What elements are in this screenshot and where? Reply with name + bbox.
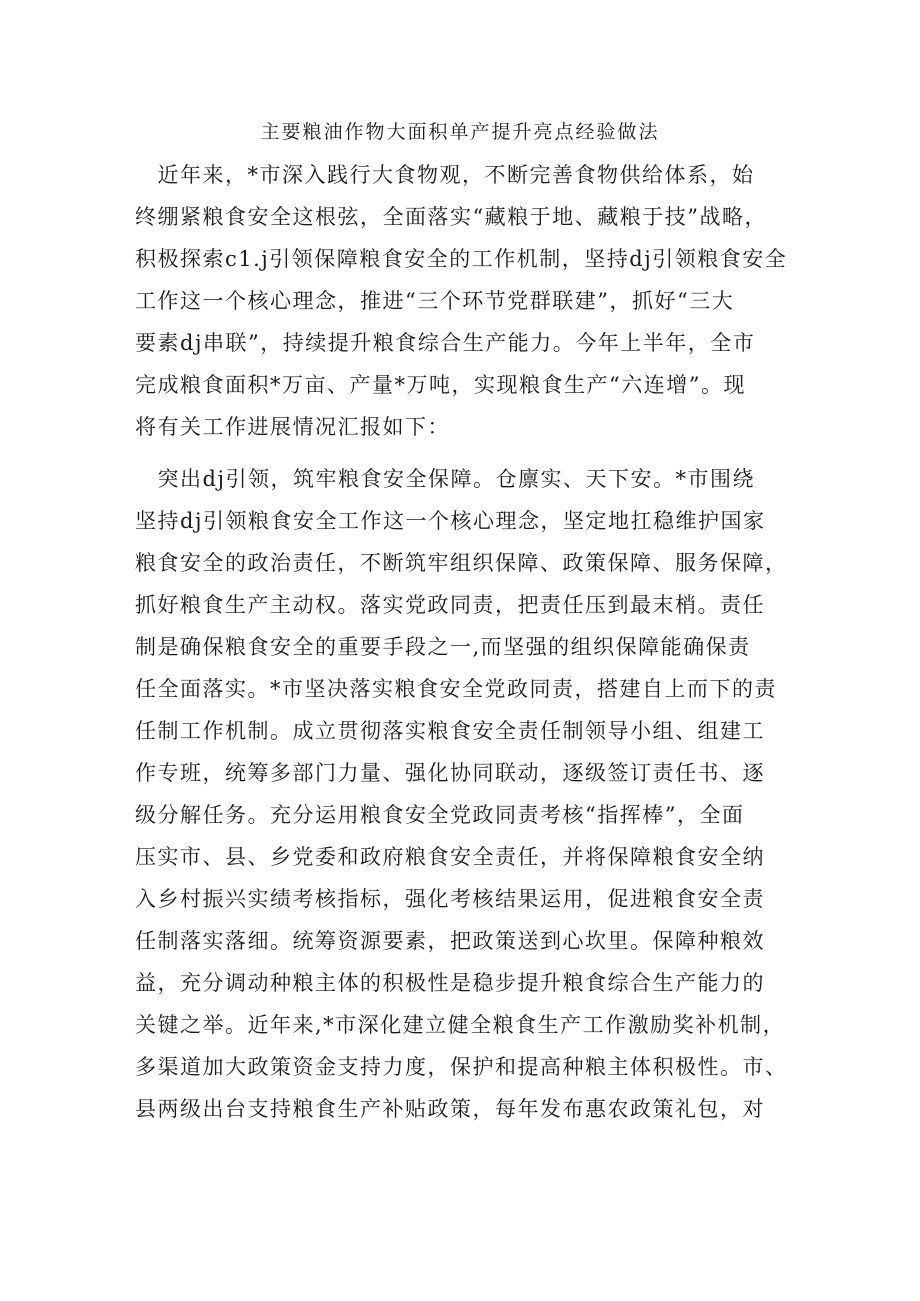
text-line: 县两级出台支持粮食生产补贴政策，每年发布惠农政策礼包，对: [135, 1097, 765, 1121]
text-line: 任制工作机制。成立贯彻落实粮食安全责任制领导小组、组建工: [135, 719, 765, 743]
text-line: 将有关工作进展情况汇报如下：: [135, 415, 450, 439]
text-line: 任制落实落细。统筹资源要素，把政策送到心坎里。保障种粮效: [135, 929, 765, 953]
text-line: 完成粮食面积*万亩、产量*万吨，实现粮食生产“六连增”。现: [135, 373, 746, 397]
text-line: 坚持dj引领粮食安全工作这一个核心理念，坚定地扛稳维护国家: [135, 509, 766, 533]
text-line: 入乡村振兴实绩考核指标，强化考核结果运用，促进粮食安全责: [135, 887, 765, 911]
text-line: 任全面落实。*市坚决落实粮食安全党政同责，搭建自上而下的责: [135, 677, 777, 701]
text-line: 近年来，*市深入践行大食物观，不断完善食物供给体系，始: [135, 163, 755, 187]
text-line: 要素dj串联”，持续提升粮食综合生产能力。今年上半年，全市: [135, 331, 756, 355]
text-line: 抓好粮食生产主动权。落实党政同责，把责任压到最末梢。责任: [135, 593, 765, 617]
text-line: 制是确保粮食安全的重要手段之一,而坚强的组织保障能确保责: [135, 635, 751, 659]
text-line: 工作这一个核心理念，推进“三个环节党群联建”，抓好“三大: [135, 289, 735, 313]
paragraph-body: [135, 458, 795, 1130]
text-line: 压实市、县、乡党委和政府粮食安全责任，并将保障粮食安全纳: [135, 845, 765, 869]
text-line: 多渠道加大政策资金支持力度，保护和提高种粮主体积极性。市、: [135, 1055, 788, 1079]
text-line: 积极探索c1.j引领保障粮食安全的工作机制，坚持dj引领粮食安全: [135, 247, 788, 271]
text-line: 级分解任务。充分运用粮食安全党政同责考核“指挥棒”，全面: [135, 803, 745, 827]
text-line: 关键之举。近年来,*市深化建立健全粮食生产工作激励奖补机制，: [135, 1013, 786, 1037]
text-line: 终绷紧粮食安全这根弦，全面落实“藏粮于地、藏粮于技”战略，: [135, 205, 767, 229]
paragraph-intro: [135, 154, 795, 448]
document-title: 主要粮油作物大面积单产提升亮点经验做法: [260, 121, 660, 143]
text-line: 突出dj引领，筑牢粮食安全保障。仓廪实、天下安。*市围绕: [135, 467, 755, 491]
text-line: 作专班，统筹多部门力量、强化协同联动，逐级签订责任书、逐: [135, 761, 765, 785]
text-line: 益，充分调动种粮主体的积极性是稳步提升粮食综合生产能力的: [135, 971, 765, 995]
text-line: 粮食安全的政治责任，不断筑牢组织保障、政策保障、服务保障，: [135, 551, 788, 575]
